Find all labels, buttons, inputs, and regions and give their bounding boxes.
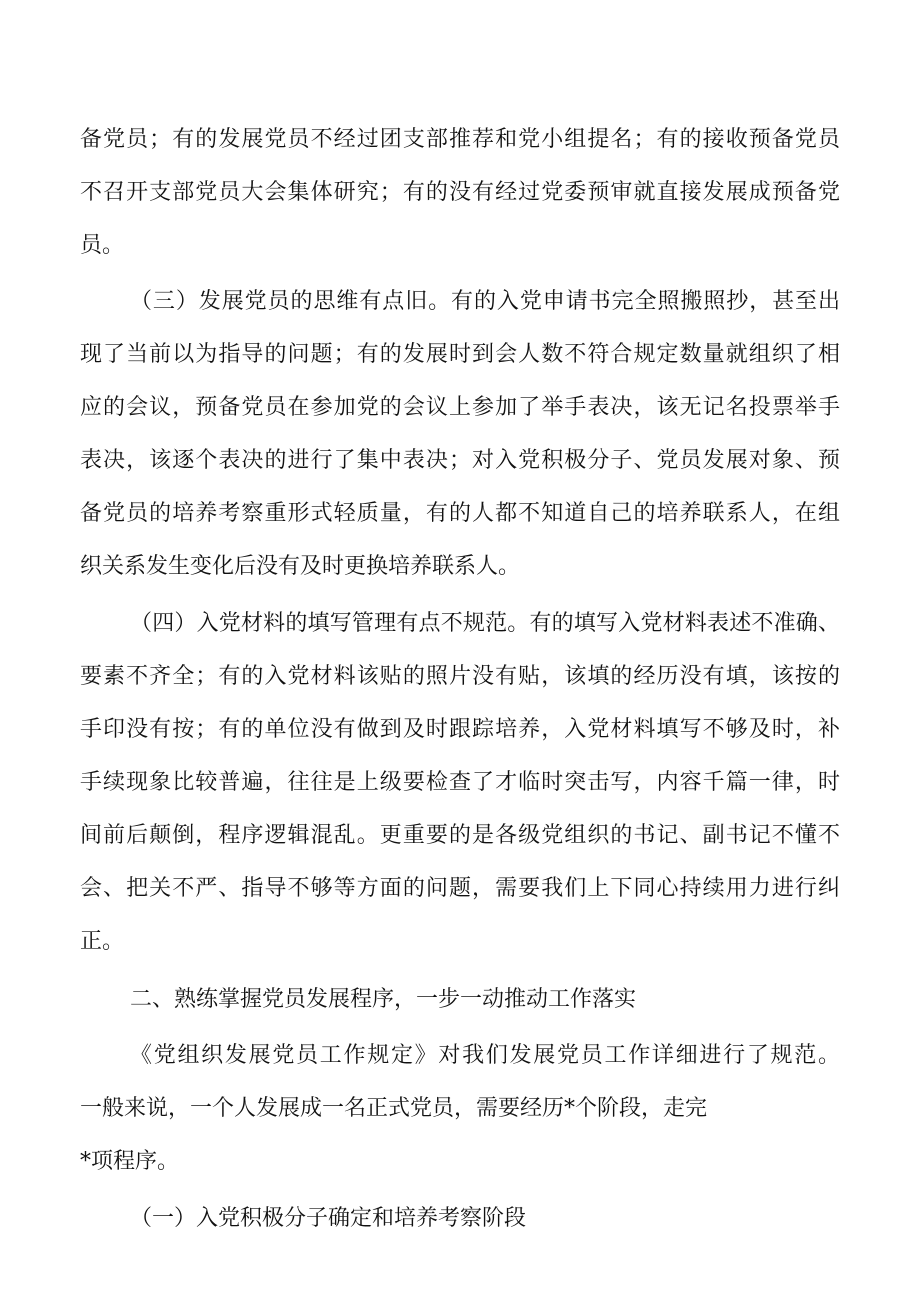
paragraph-line: （三）发展党员的思维有点旧。有的入党申请书完全照搬照抄，甚至出	[130, 289, 840, 314]
paragraph-line: 织关系发生变化后没有及时更换培养联系人。	[80, 554, 521, 579]
subsection-heading: （一）入党积极分子确定和培养考察阶段	[130, 1206, 527, 1231]
paragraph-line: 现了当前以为指导的问题；有的发展时到会人数不符合规定数量就组织了相	[80, 342, 840, 367]
paragraph-line: （四）入党材料的填写管理有点不规范。有的填写入党材料表述不准确、	[130, 611, 840, 636]
paragraph-line: 应的会议，预备党员在参加党的会议上参加了举手表决，该无记名投票举手	[80, 395, 840, 420]
paragraph-line: 一般来说，一个人发展成一名正式党员，需要经历*个阶段，走完	[80, 1096, 708, 1121]
paragraph-line: 间前后颠倒，程序逻辑混乱。更重要的是各级党组织的书记、副书记不懂不	[80, 823, 840, 848]
paragraph-line: 要素不齐全；有的入党材料该贴的照片没有贴，该填的经历没有填，该按的	[80, 664, 840, 689]
paragraph-line: 员。	[80, 233, 125, 258]
paragraph-line: 手印没有按；有的单位没有做到及时跟踪培养，入党材料填写不够及时，补	[80, 717, 840, 742]
paragraph-line: 表决，该逐个表决的进行了集中表决；对入党积极分子、党员发展对象、预	[80, 448, 840, 473]
paragraph-line: 备党员的培养考察重形式轻质量，有的人都不知道自己的培养联系人，在组	[80, 501, 840, 526]
paragraph-line: 会、把关不严、指导不够等方面的问题，需要我们上下同心持续用力进行纠	[80, 876, 840, 901]
paragraph-line: 《党组织发展党员工作规定》对我们发展党员工作详细进行了规范。	[130, 1043, 840, 1068]
paragraph-line: *项程序。	[80, 1149, 180, 1174]
paragraph-line: 正。	[80, 929, 125, 954]
section-heading: 二、熟练掌握党员发展程序，一步一动推动工作落实	[130, 987, 637, 1012]
paragraph-line: 不召开支部党员大会集体研究；有的没有经过党委预审就直接发展成预备党	[80, 180, 840, 205]
paragraph-line: 备党员；有的发展党员不经过团支部推荐和党小组提名；有的接收预备党员	[80, 127, 840, 152]
paragraph-line: 手续现象比较普遍，往往是上级要检查了才临时突击写，内容千篇一律，时	[80, 770, 840, 795]
